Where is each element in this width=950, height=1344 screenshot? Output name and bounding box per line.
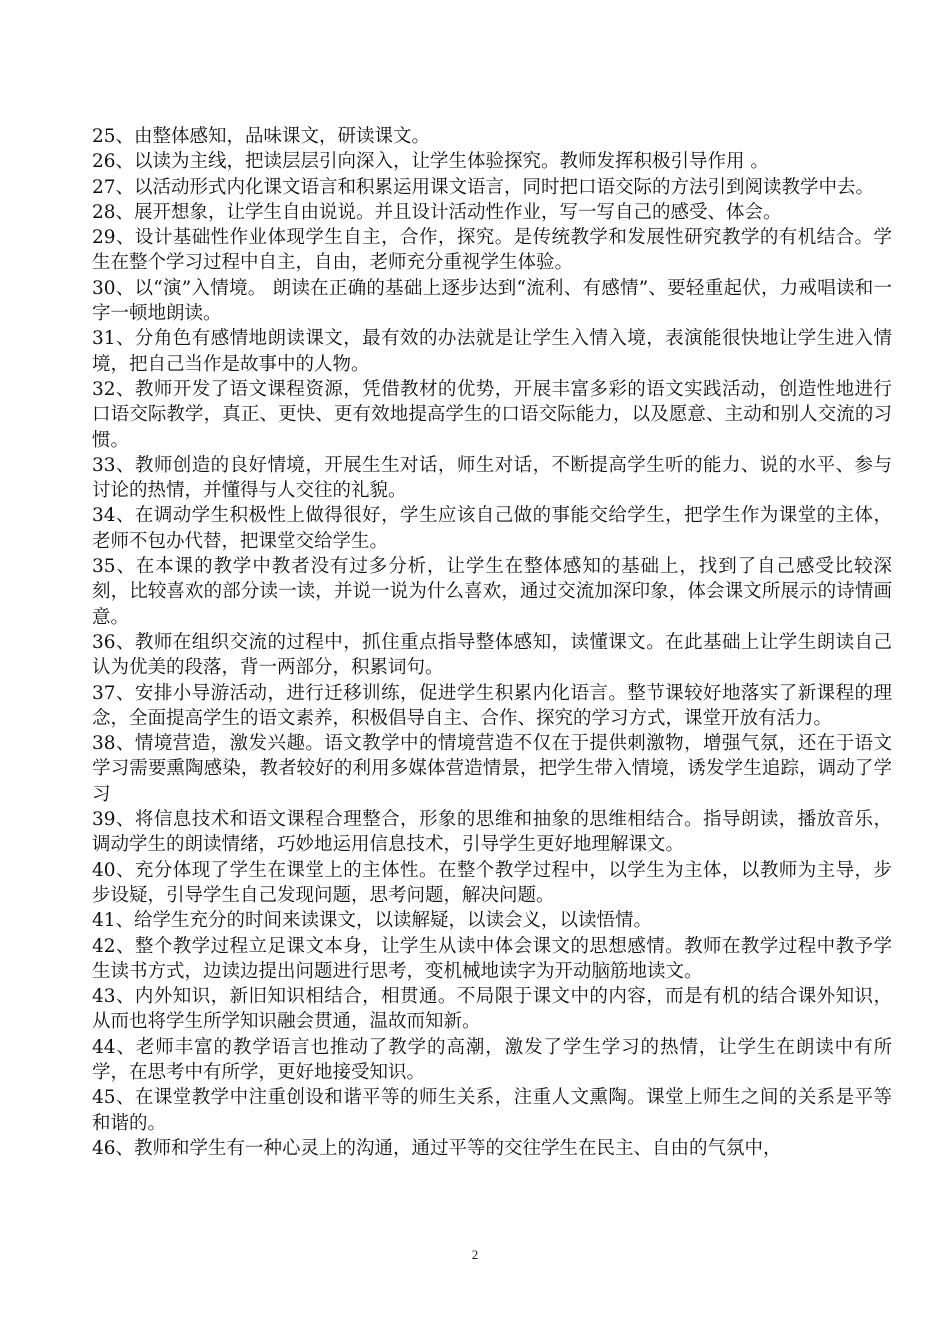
paragraph-33: 33、教师创造的良好情境，开展生生对话，师生对话，不断提高学生听的能力、说的水平、参与讨论的热情，并懂得与人交往的礼貌。 <box>92 454 892 502</box>
paragraph-30: 30、以“演”入情境。 朗读在正确的基础上逐步达到“流利、有感情”、要轻重起伏，力戒唱读和一字一顿地朗读。 <box>92 277 892 325</box>
paragraph-45: 45、在课堂教学中注重创设和谐平等的师生关系，注重人文熏陶。课堂上师生之间的关系是平等和谐的。 <box>92 1087 892 1134</box>
paragraph-34: 34、在调动学生积极性上做得很好，学生应该自己做的事能交给学生，把学生作为课堂的主体，老师不包办代替，把课堂交给学生。 <box>92 505 892 552</box>
paragraph-35: 35、在本课的教学中教者没有过多分析，让学生在整体感知的基础上，找到了自己感受比较深刻，比较喜欢的部分读一读，并说一说为什么喜欢，通过交流加深印象，体会课文所展示的诗情画意。 <box>92 556 892 628</box>
paragraph-38: 38、情境营造，激发兴趣。语文教学中的情境营造不仅在于提供刺激物，增强气氛，还在于语文学习需要熏陶感染，教者较好的利用多媒体营造情景，把学生带入情境，诱发学生追踪，调动了学习 <box>92 733 892 805</box>
paragraph-37: 37、安排小导游活动，进行迁移训练，促进学生积累内化语言。整节课较好地落实了新课程的理念，全面提高学生的语文素养，积极倡导自主、合作、探究的学习方式，课堂开放有活力。 <box>92 682 892 729</box>
paragraph-42: 42、整个教学过程立足课文本身，让学生从读中体会课文的思想感情。教师在教学过程中教予学生读书方式，边读边提出问题进行思考，变机械地读字为开动脑筋地读文。 <box>92 935 892 982</box>
paragraph-25: 25、由整体感知，品味课文，研读课文。 <box>92 126 431 147</box>
paragraph-28: 28、展开想象，让学生自由说说。并且设计活动性作业，写一写自己的感受、体会。 <box>92 201 782 223</box>
document-body <box>92 124 892 1161</box>
paragraph-26: 26、以读为主线，把读层层引向深入，让学生体验探究。教师发挥积极引导作用 。 <box>92 151 769 173</box>
paragraph-27: 27、以活动形式内化课文语言和积累运用课文语言，同时把口语交际的方法引到阅读教学中去。 <box>92 176 875 198</box>
paragraph-36: 36、教师在组织交流的过程中，抓住重点指导整体感知，读懂课文。在此基础上让学生朗读自己认为优美的段落，背一两部分，积累词句。 <box>92 631 892 679</box>
page-number: 2 <box>471 1247 479 1262</box>
paragraph-31: 31、分角色有感情地朗读课文，最有效的办法就是让学生入情入境，表演能很快地让学生进入情境，把自己当作是故事中的人物。 <box>92 328 892 375</box>
paragraph-29: 29、设计基础性作业体现学生自主，合作，探究。是传统教学和发展性研究教学的有机结合。学生在整个学习过程中自主，自由，老师充分重视学生体验。 <box>92 227 892 274</box>
paragraph-44: 44、老师丰富的教学语言也推动了教学的高潮，激发了学生学习的热情，让学生在朗读中有所学，在思考中有所学，更好地接受知识。 <box>92 1036 892 1083</box>
paragraph-43: 43、内外知识，新旧知识相结合，相贯通。不局限于课文中的内容，而是有机的结合课外知识，从而也将学生所学知识融会贯通，温故而知新。 <box>92 986 892 1033</box>
paragraph-40: 40、充分体现了学生在课堂上的主体性。在整个教学过程中，以学生为主体，以教师为主导，步步设疑，引导学生自己发现问题，思考问题，解决问题。 <box>92 859 892 906</box>
paragraph-32: 32、教师开发了语文课程资源，凭借教材的优势，开展丰富多彩的语文实践活动，创造性地进行口语交际教学，真正、更快、更有效地提高学生的口语交际能力，以及愿意、主动和别人交流的习惯。 <box>92 378 892 451</box>
paragraph-46: 46、教师和学生有一种心灵上的沟通，通过平等的交往学生在民主、自由的气氛中， <box>92 1137 782 1159</box>
paragraph-41: 41、给学生充分的时间来读课文，以读解疑，以读会义，以读悟情。 <box>92 910 653 932</box>
paragraph-39: 39、将信息技术和语文课程合理整合，形象的思维和抽象的思维相结合。指导朗读，播放音乐，调动学生的朗读情绪，巧妙地运用信息技术，引导学生更好地理解课文。 <box>92 809 892 856</box>
